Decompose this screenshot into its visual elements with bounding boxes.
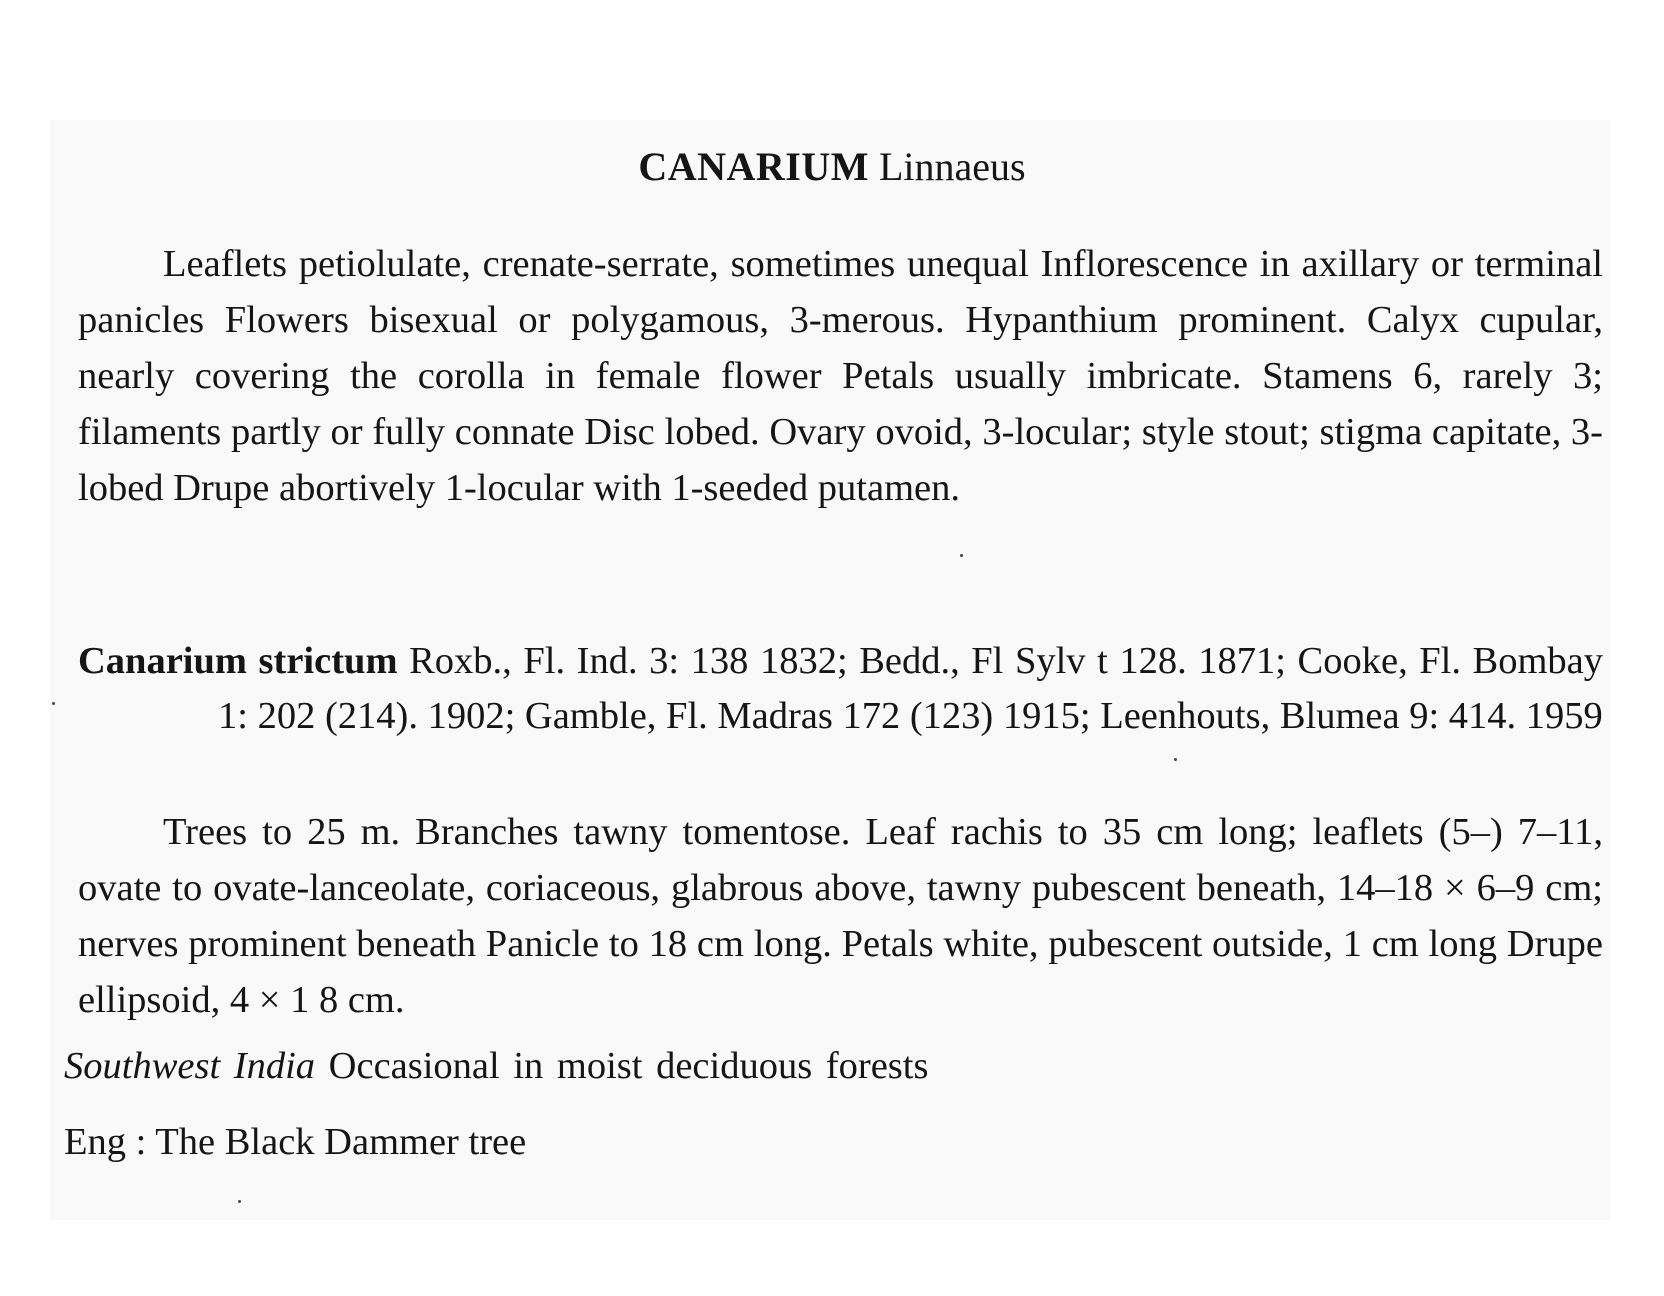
species-name: Canarium strictum: [78, 640, 398, 682]
genus-author: Linnaeus: [879, 144, 1026, 189]
genus-name: CANARIUM: [638, 144, 869, 189]
genus-heading: [0, 142, 1664, 192]
distribution: [64, 1040, 928, 1092]
common-name: Eng : The Black Dammer tree: [64, 1121, 527, 1163]
species-citation-block: [78, 634, 1603, 744]
species-citation: Roxb., Fl. Ind. 3: 138 1832; Bedd., Fl Sylv t 128. 1871; Cooke, Fl. Bombay 1: 202 (214). 1902; Gamble, Fl. Madras 172 (123) 1915; Leenhouts, Blumea 9: 414. 1959: [218, 640, 1604, 737]
distribution-region: Southwest India: [64, 1045, 316, 1087]
distribution-text: Occasional in moist deciduous forests: [328, 1045, 929, 1087]
scan-speck: [52, 702, 55, 705]
scan-speck: [960, 554, 963, 557]
scan-speck: [1174, 758, 1177, 761]
genus-description: Leaflets petiolulate, crenate-serrate, sometimes unequal Inflorescence in axillary or terminal panicles Flowers bisexual or polygamous, 3-merous. Hypanthium prominent. Calyx cupular, nearly covering the corolla in female flower Petals usually imbricate. Stamens 6, rarely 3; filaments partly or fully connate Disc lobed. Ovary ovoid, 3-locular; style stout; stigma capitate, 3-lobed Drupe abortively 1-locular with 1-seeded putamen.: [78, 243, 1603, 509]
species-description: Trees to 25 m. Branches tawny tomentose. Leaf rachis to 35 cm long; leaflets (5–) 7–11, ovate to ovate-lanceolate, coriaceous, glabrous above, tawny pubescent beneath, 14–18 × 6–9 cm; nerves prominent beneath Panicle to 18 cm long. Petals white, pubescent outside, 1 cm long Drupe ellipsoid, 4 × 1 8 cm.: [78, 811, 1603, 1021]
scan-speck: [238, 1200, 241, 1203]
